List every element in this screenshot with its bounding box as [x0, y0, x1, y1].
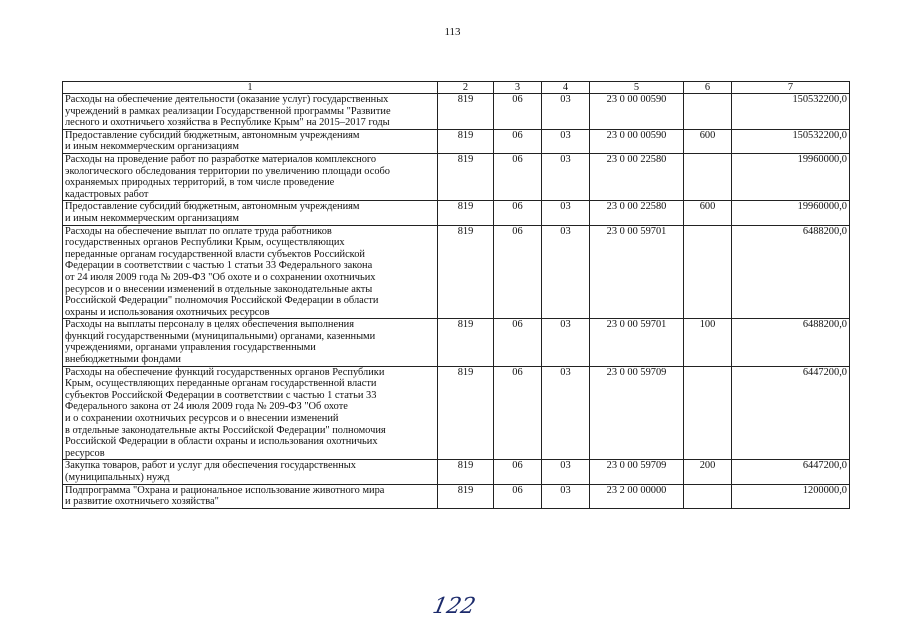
description-line: Расходы на проведение работ по разработке материалов комплексного: [65, 153, 377, 165]
column-header-1: 1: [63, 82, 438, 94]
expense-description: [63, 94, 438, 130]
subsection-code: 03: [542, 366, 590, 460]
target-article-code: 23 0 00 00590: [590, 94, 684, 130]
amount: 1200000,0: [732, 484, 850, 508]
ministry-code: 819: [438, 201, 494, 225]
expense-description: [63, 460, 438, 484]
expense-description: [63, 153, 438, 200]
description-line: и иным некоммерческим организациям: [65, 141, 239, 153]
description-line: Крым, осуществляющих переданные органам государственной власти: [65, 378, 377, 390]
expense-type-code: [684, 366, 732, 460]
subsection-code: 03: [542, 225, 590, 319]
table-row: [63, 94, 850, 130]
subsection-code: 03: [542, 129, 590, 153]
amount: 6447200,0: [732, 366, 850, 460]
description-line: и иным некоммерческим организациям: [65, 212, 239, 224]
amount: 150532200,0: [732, 94, 850, 130]
expense-description: [63, 366, 438, 460]
description-line: переданные органам государственной власти субъектов Российской: [65, 248, 365, 260]
column-header-7: 7: [732, 82, 850, 94]
target-article-code: 23 0 00 59709: [590, 366, 684, 460]
subsection-code: 03: [542, 153, 590, 200]
description-line: Предоставление субсидий бюджетным, автономным учреждениям: [65, 201, 360, 213]
expense-description: [63, 225, 438, 319]
target-article-code: 23 0 00 59701: [590, 319, 684, 366]
section-code: 06: [494, 319, 542, 366]
description-line: функций государственными (муниципальными) органами, казенными: [65, 330, 376, 342]
column-header-2: 2: [438, 82, 494, 94]
section-code: 06: [494, 484, 542, 508]
description-line: Закупка товаров, работ и услуг для обеспечения государственных: [65, 460, 356, 472]
description-line: ресурсов: [65, 447, 105, 459]
description-line: Российской Федерации в области охраны и использования охотничьих: [65, 436, 378, 448]
description-line: охраны и использования охотничьих ресурсов: [65, 306, 270, 318]
ministry-code: 819: [438, 484, 494, 508]
page-number: 113: [444, 26, 461, 38]
table-row: [63, 460, 850, 484]
section-code: 06: [494, 153, 542, 200]
amount: 19960000,0: [732, 153, 850, 200]
expense-type-code: [684, 484, 732, 508]
ministry-code: 819: [438, 129, 494, 153]
subsection-code: 03: [542, 94, 590, 130]
amount: 6488200,0: [732, 319, 850, 366]
target-article-code: 23 0 00 00590: [590, 129, 684, 153]
section-code: 06: [494, 129, 542, 153]
description-line: государственных органов Республики Крым, осуществляющих: [65, 237, 345, 249]
description-line: Расходы на обеспечение деятельности (оказание услуг) государственных: [65, 94, 389, 105]
amount: 6488200,0: [732, 225, 850, 319]
amount: 6447200,0: [732, 460, 850, 484]
table-row: [63, 366, 850, 460]
expense-type-code: [684, 153, 732, 200]
amount: 19960000,0: [732, 201, 850, 225]
header-row: [63, 82, 850, 94]
description-line: субъектов Российской Федерации в соответствии с частью 1 статьи 33: [65, 389, 377, 401]
subsection-code: 03: [542, 201, 590, 225]
target-article-code: 23 0 00 22580: [590, 153, 684, 200]
description-line: (муниципальных) нужд: [65, 472, 170, 483]
description-line: Федерального закона от 24 июля 2009 года № 209-ФЗ "Об охоте: [65, 401, 348, 413]
section-code: 06: [494, 94, 542, 130]
amount: 150532200,0: [732, 129, 850, 153]
description-line: учреждений в рамках реализации Государственной программы "Развитие: [65, 105, 391, 117]
description-line: в отдельные законодательные акты Российской Федерации" полномочия: [65, 424, 386, 436]
column-header-6: 6: [684, 82, 732, 94]
description-line: кадастровых работ: [65, 188, 149, 200]
description-line: учреждениями, органами управления государственными: [65, 342, 316, 354]
description-line: ресурсов и о внесении изменений в отдельные законодательные акты: [65, 283, 373, 295]
description-line: Предоставление субсидий бюджетным, автономным учреждениям: [65, 129, 360, 141]
description-line: Расходы на обеспечение выплат по оплате труда работников: [65, 225, 332, 237]
description-line: Расходы на обеспечение функций государственных органов Республики: [65, 366, 385, 378]
target-article-code: 23 0 00 59709: [590, 460, 684, 484]
target-article-code: 23 0 00 59701: [590, 225, 684, 319]
description-line: и развитие охотничьего хозяйства": [65, 496, 219, 508]
expense-description: [63, 129, 438, 153]
description-line: и о сохранении охотничьих ресурсов и о внесении изменений: [65, 413, 339, 425]
table-row: [63, 319, 850, 366]
section-code: 06: [494, 366, 542, 460]
description-line: внебюджетными фондами: [65, 354, 181, 366]
section-code: 06: [494, 460, 542, 484]
table-row: [63, 153, 850, 200]
budget-table: [62, 81, 850, 509]
column-header-3: 3: [494, 82, 542, 94]
description-line: Расходы на выплаты персоналу в целях обеспечения выполнения: [65, 319, 354, 331]
expense-type-code: 200: [684, 460, 732, 484]
target-article-code: 23 0 00 22580: [590, 201, 684, 225]
subsection-code: 03: [542, 460, 590, 484]
ministry-code: 819: [438, 460, 494, 484]
target-article-code: 23 2 00 00000: [590, 484, 684, 508]
description-line: экологического обследования территории по увеличению площади особо: [65, 165, 391, 177]
description-line: Федерации в соответствии с частью 1 статьи 33 Федерального закона: [65, 260, 373, 272]
subsection-code: 03: [542, 319, 590, 366]
expense-type-code: 100: [684, 319, 732, 366]
description-line: Российской Федерации" полномочия Российской Федерации в области: [65, 295, 379, 307]
expense-description: [63, 201, 438, 225]
table-row: [63, 225, 850, 319]
description-line: охраняемых природных территорий, в том числе проведение: [65, 177, 335, 189]
handwritten-page-number: 122: [430, 594, 478, 619]
table-row: [63, 201, 850, 225]
expense-type-code: [684, 225, 732, 319]
expense-type-code: [684, 94, 732, 130]
expense-type-code: 600: [684, 129, 732, 153]
column-header-5: 5: [590, 82, 684, 94]
section-code: 06: [494, 225, 542, 319]
subsection-code: 03: [542, 484, 590, 508]
ministry-code: 819: [438, 94, 494, 130]
expense-type-code: 600: [684, 201, 732, 225]
section-code: 06: [494, 201, 542, 225]
ministry-code: 819: [438, 366, 494, 460]
description-line: Подпрограмма "Охрана и рациональное использование животного мира: [65, 484, 385, 496]
table-body: [63, 94, 850, 509]
column-header-4: 4: [542, 82, 590, 94]
ministry-code: 819: [438, 319, 494, 366]
ministry-code: 819: [438, 153, 494, 200]
description-line: лесного и охотничьего хозяйства в Республике Крым" на 2015–2017 годы: [65, 117, 390, 129]
expense-description: [63, 484, 438, 508]
table-row: [63, 484, 850, 508]
description-line: от 24 июля 2009 года № 209-ФЗ "Об охоте и о сохранении охотничьих: [65, 271, 376, 283]
expense-description: [63, 319, 438, 366]
table-row: [63, 129, 850, 153]
ministry-code: 819: [438, 225, 494, 319]
